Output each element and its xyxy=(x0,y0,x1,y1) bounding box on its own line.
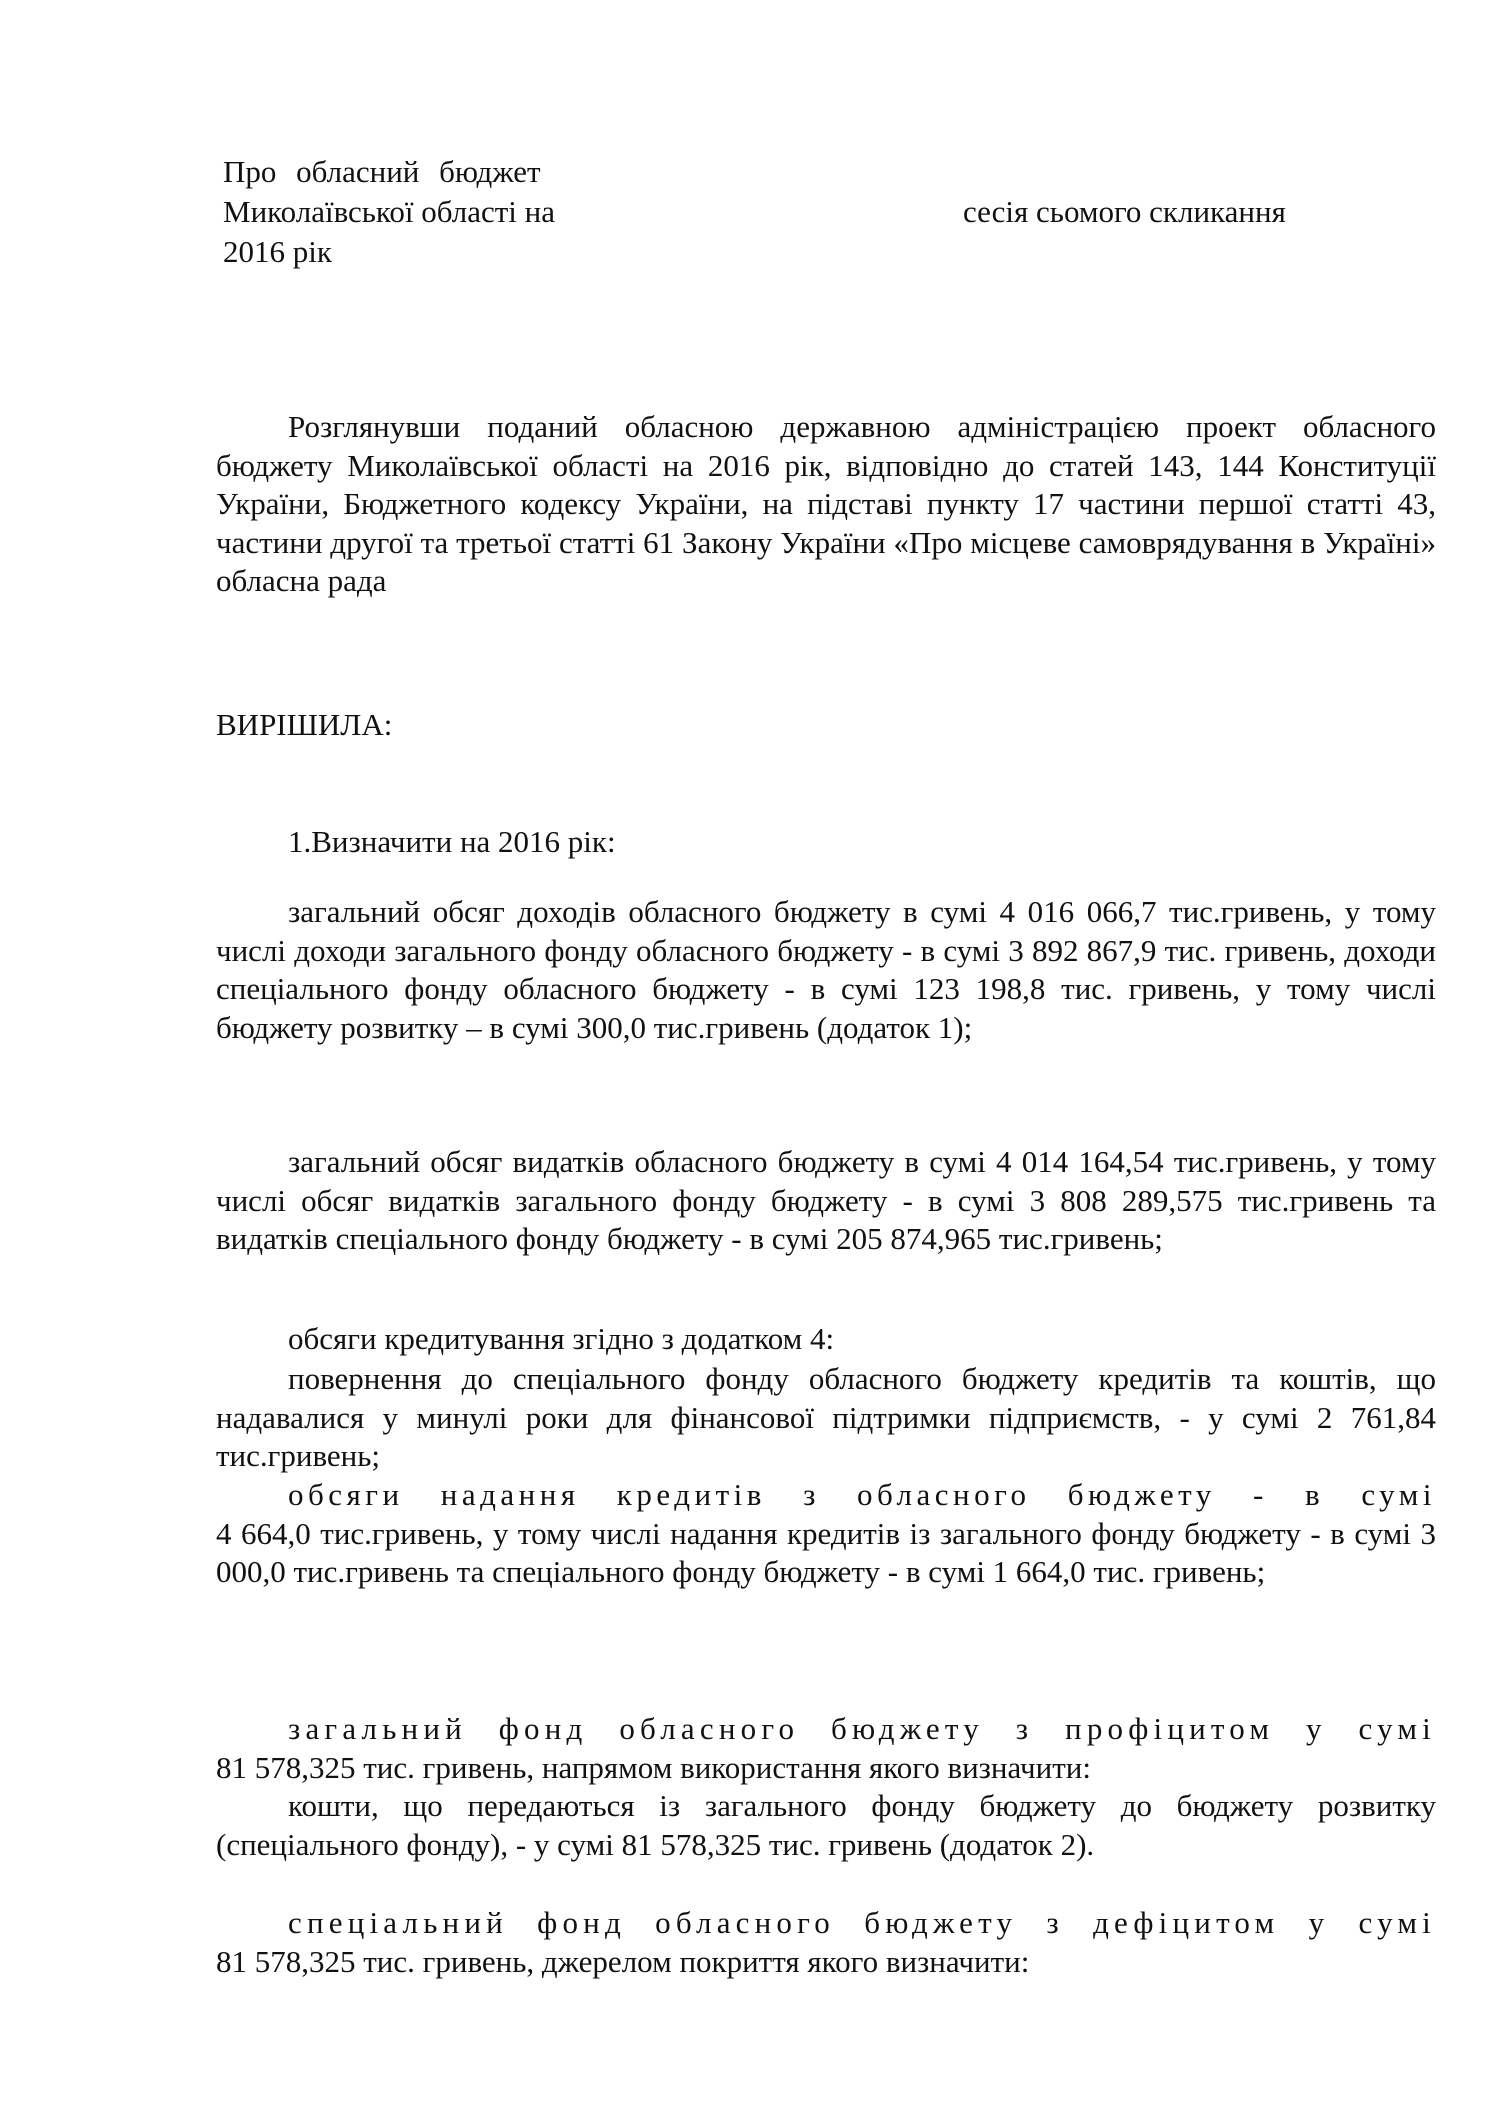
expenditures-paragraph: загальний обсяг видатків обласного бюджету в сумі 4 014 164,54 тис.гривень, у тому числі обсяг видатків загального фонду бюджету - в сумі 3 808 289,575 тис.гривень та видатків спеціального фонду бюджету - в сумі 205 874,965 тис.гривень; xyxy=(216,1144,1436,1256)
preamble-paragraph: Розглянувши поданий обласною державною адміністрацією проект обласного бюджету Миколаївської області на 2016 рік, відповідно до статей 143, 144 Конституції України, Бюджетного кодексу України, на підставі пункту 17 частини першої статті 43, частини другої та третьої статті 61 Закону України «Про місцеве самоврядування в Україні» обласна рада xyxy=(216,409,1436,598)
deficit-rest: 81 578,325 тис. гривень, джерелом покриття якого визначити: xyxy=(216,1943,1030,1979)
lending-heading: обсяги кредитування згідно з додатком 4: xyxy=(288,1321,835,1356)
decision-label: ВИРІШИЛА: xyxy=(216,707,393,742)
session-label: сесія сьомого скликання xyxy=(963,194,1286,229)
deficit-line-1: спеціальний фонд обласного бюджету з дефіцитом у сумі xyxy=(288,1905,1436,1940)
surplus-use-paragraph: кошти, що передаються із загального фонду бюджету до бюджету розвитку (спеціального фонду), - у сумі 81 578,325 тис. гривень (додаток 2). xyxy=(216,1788,1436,1862)
title-line-2: Миколаївської області на xyxy=(223,194,556,229)
lending-volume-paragraph xyxy=(216,1476,1436,1592)
title-line-3: 2016 рік xyxy=(223,234,332,269)
surplus-paragraph xyxy=(216,1710,1436,1864)
deficit-paragraph xyxy=(216,1904,1436,1981)
surplus-rest: 81 578,325 тис. гривень, напрямом використання якого визначити: xyxy=(216,1749,1091,1785)
document-title xyxy=(223,152,555,272)
surplus-line-1: загальний фонд обласного бюджету з профіцитом у сумі xyxy=(288,1711,1436,1746)
revenues-paragraph: загальний обсяг доходів обласного бюджету в сумі 4 016 066,7 тис.гривень, у тому числі доходи загального фонду обласного бюджету - в сумі 3 892 867,9 тис. гривень, доходи спеціального фонду обласного бюджету - в сумі 123 198,8 тис. гривень, у тому числі бюджету розвитку – в сумі 300,0 тис.гривень (додаток 1); xyxy=(216,894,1436,1045)
lending-volume-rest: 4 664,0 тис.гривень, у тому числі надання кредитів із загального фонду бюджету - в сумі 3 000,0 тис.гривень та спеціального фонду бюджету - в сумі 1 664,0 тис. гривень; xyxy=(216,1515,1436,1589)
lending-volume-line-1: обсяги надання кредитів з обласного бюджету - в сумі xyxy=(288,1477,1436,1512)
title-line-1: Про обласний бюджет xyxy=(223,154,541,189)
lending-return-paragraph: повернення до спеціального фонду обласного бюджету кредитів та коштів, що надавалися у минулі роки для фінансової підтримки підприємств, - у сумі 2 761,84 тис.гривень; xyxy=(216,1361,1436,1473)
section-1-heading: 1.Визначити на 2016 рік: xyxy=(288,824,616,859)
